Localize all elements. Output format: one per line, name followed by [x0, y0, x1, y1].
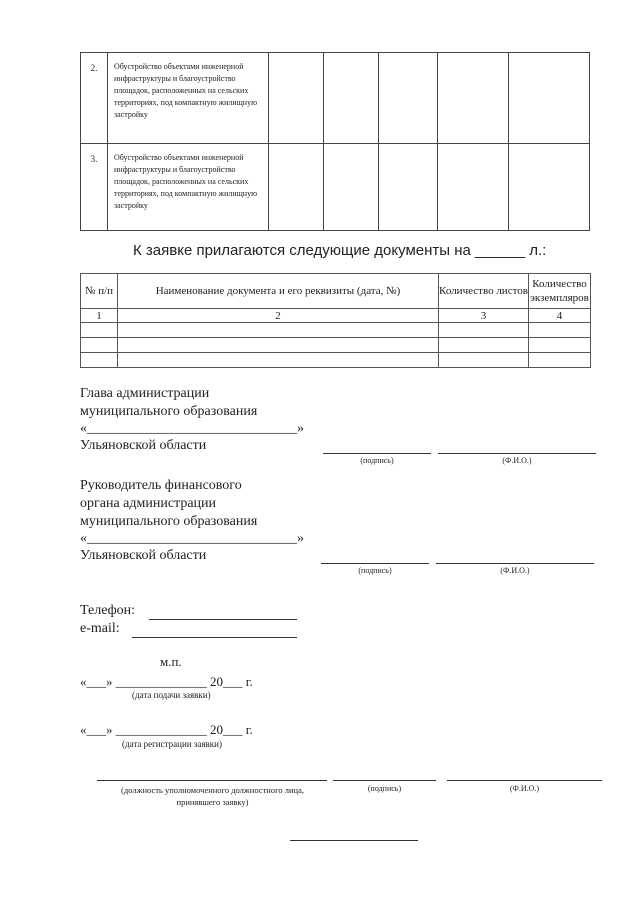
table-cell [81, 353, 118, 368]
table-cell [529, 338, 591, 353]
head-title-line: муниципального образования [80, 404, 258, 419]
column-number: 2 [118, 309, 439, 323]
registration-date-field: «___» ______________ 20___ г. [80, 722, 253, 737]
table-cell [438, 144, 509, 231]
name-caption: (Ф.И.О.) [509, 784, 540, 793]
signature-caption: (подпись) [360, 456, 394, 465]
signature-caption: (подпись) [358, 566, 392, 575]
table-header-row [81, 274, 591, 309]
table-row [81, 53, 590, 144]
position-line [97, 780, 327, 781]
submission-date-field: «___» ______________ 20___ г. [80, 674, 253, 689]
phone-field[interactable] [149, 619, 297, 620]
table-row [81, 338, 591, 353]
signature-line [333, 780, 436, 781]
name-line [438, 453, 596, 454]
signature-line [323, 453, 431, 454]
name-caption: (Ф.И.О.) [502, 456, 532, 465]
table-cell [81, 323, 118, 338]
table-cell [269, 53, 324, 144]
table-cell [509, 144, 590, 231]
municipality-name-field: «______________________________» [80, 531, 304, 546]
signature-line [321, 563, 429, 564]
table-cell [269, 144, 324, 231]
finance-title-line: Ульяновской области [80, 548, 207, 563]
table-cell [509, 53, 590, 144]
table-row [81, 323, 591, 338]
footer-rule [290, 840, 418, 841]
table-cell [118, 353, 439, 368]
table-row [81, 144, 590, 231]
column-number: 3 [439, 309, 529, 323]
table-cell [439, 323, 529, 338]
projects-table [80, 52, 590, 231]
stamp-place: м.п. [160, 654, 182, 669]
submission-date-caption: (дата подачи заявки) [132, 690, 211, 700]
row-description: Обустройство объектами инженерной инфраструктуры и благоустройство площадок, расположенных на сельских территориях, под компактную жилищную застройку [108, 53, 269, 144]
finance-title-line: Руководитель финансового [80, 478, 242, 493]
table-cell [438, 53, 509, 144]
table-cell [379, 144, 438, 231]
signature-caption: (подпись) [367, 784, 402, 793]
finance-title-line: муниципального образования [80, 514, 258, 529]
head-title-line: Глава администрации [80, 386, 210, 401]
attachment-heading: К заявке прилагаются следующие документы на ______ л.: [133, 242, 547, 259]
column-header-copies: Количество экземпляров [529, 274, 591, 309]
head-title-line: Ульяновской области [80, 438, 207, 453]
table-cell [81, 338, 118, 353]
name-line [436, 563, 594, 564]
table-cell [529, 353, 591, 368]
position-caption: (должность уполномоченного должностного лица, принявшего заявку) [121, 785, 304, 807]
row-number: 3. [81, 144, 108, 231]
row-number: 2. [81, 53, 108, 144]
table-cell [439, 338, 529, 353]
table-cell [529, 323, 591, 338]
table-cell [324, 53, 379, 144]
column-number-row [81, 309, 591, 323]
registration-date-caption: (дата регистрации заявки) [122, 739, 222, 749]
column-number: 4 [529, 309, 591, 323]
finance-title-line: органа администрации [80, 496, 217, 511]
table-cell [439, 353, 529, 368]
municipality-name-field: «______________________________» [80, 421, 304, 436]
column-header-number: № п/п [81, 274, 118, 309]
table-row [81, 353, 591, 368]
email-field[interactable] [132, 637, 297, 638]
column-number: 1 [81, 309, 118, 323]
table-cell [118, 338, 439, 353]
name-caption: (Ф.И.О.) [500, 566, 530, 575]
column-header-sheets: Количество листов [439, 274, 529, 309]
column-header-name: Наименование документа и его реквизиты (дата, №) [118, 274, 439, 309]
email-label: e-mail: [80, 621, 120, 636]
row-description: Обустройство объектами инженерной инфраструктуры и благоустройство площадок, расположенных на сельских территориях, под компактную жилищную застройку [108, 144, 269, 231]
table-cell [118, 323, 439, 338]
table-cell [379, 53, 438, 144]
table-cell [324, 144, 379, 231]
documents-table [80, 273, 591, 368]
name-line [447, 780, 602, 781]
phone-label: Телефон: [80, 603, 136, 618]
